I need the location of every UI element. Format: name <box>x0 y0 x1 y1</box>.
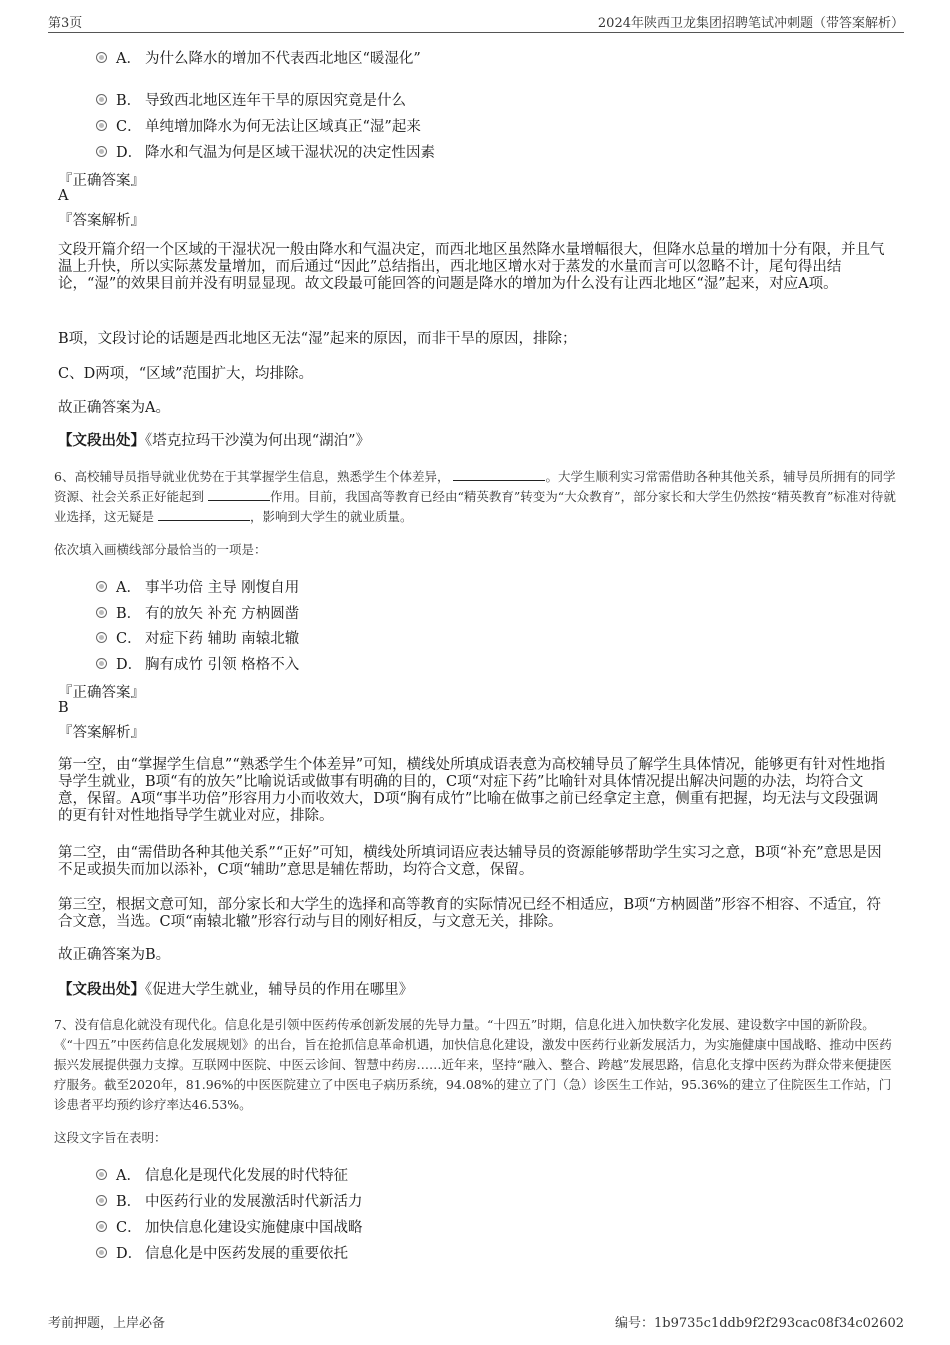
q5-answer: A <box>58 188 69 204</box>
q5-analysis-paragraph: 文段开篇介绍一个区域的干湿状况一般由降水和气温决定，而西北地区虽然降水量增幅很大，但降水总量的增加十分有限，并且气温上升快，所以实际蒸发量增加，而后通过“因此”总结指出，西北地区增水对于蒸发的水量而言可以忽略不计，尾句得出结论，“湿”的效果目前并没有明显显现。故文段最可能回答的问题是降水的增加为什么没有让西北地区“湿”起来，对应A项。 <box>58 242 885 292</box>
radio-icon[interactable] <box>96 146 107 157</box>
radio-icon[interactable] <box>96 1221 107 1232</box>
source-title: 《塔克拉玛干沙漠为何出现“湖泊”》 <box>145 433 371 449</box>
answer-blank <box>158 510 250 521</box>
page-footer <box>48 1312 904 1332</box>
q6-analysis-paragraph: 第三空，根据文意可知，部分家长和大学生的选择和高等教育的实际情况已经不相适应，B项“方枘圆凿”形容不相容、不适宜，符合文意，当选。C项“南辕北辙”形容行动与目的刚好相反，与文意无关，排除。 <box>58 897 881 930</box>
q6-answer-label: 『正确答案』 <box>58 685 145 701</box>
q6-analysis-paragraph: 故正确答案为B。 <box>58 947 171 963</box>
document-title: 2024年陕西卫龙集团招聘笔试冲刺题（带答案解析） <box>597 16 904 31</box>
q7-instruction: 这段文字旨在表明： <box>54 1130 167 1145</box>
q6-analysis-paragraph: 第二空，由“需借助各种其他关系”“正好”可知，横线处所填词语应表达辅导员的资源能够帮助学生实习之意，B项“补充”意思是因不足或损失而加以添补，C项“辅助”意思是辅佐帮助，均符合文意，保留。 <box>58 845 882 878</box>
radio-icon[interactable] <box>96 658 107 669</box>
q7-stem: 7、没有信息化就没有现代化。信息化是引领中医药传承创新发展的先导力量。“十四五”时期，信息化进入加快数字化发展、建设数字中国的新阶段。《“十四五”中医药信息化发展规划》的出台，旨在抢抓信息革命机遇，加快信息化建设，激发中医药行业新发展活力，为实施健康中国战略、推动中医药振兴发展提供强力支撑。互联网中医院、中医云诊间、智慧中药房……近年来，坚持“融入、整合、跨越”发展思路，信息化支撑中医药为群众带来便捷医疗服务。截至2020年，81.96%的中医医院建立了中医电子病历系统，94.08%的建立了门（急）诊医生工作站，95.36%的建立了住院医生工作站，门诊患者平均预约诊疗率达46.53%。 <box>54 1017 892 1112</box>
radio-icon[interactable] <box>96 1247 107 1258</box>
q5-analysis-label: 『答案解析』 <box>58 213 145 229</box>
document-code: 编号：1b9735c1ddb9f2f293cac08f34c02602 <box>614 1316 904 1331</box>
answer-blank <box>208 490 270 501</box>
q6-analysis-label: 『答案解析』 <box>58 725 145 741</box>
source-title: 《促进大学生就业，辅导员的作用在哪里》 <box>145 982 414 998</box>
q6-answer: B <box>58 700 69 716</box>
radio-icon[interactable] <box>96 607 107 618</box>
q5-analysis-paragraph: C、D两项，“区域”范围扩大，均排除。 <box>58 366 314 382</box>
radio-icon[interactable] <box>96 94 107 105</box>
radio-icon[interactable] <box>96 52 107 63</box>
q6-source <box>58 981 890 999</box>
q6-instruction: 依次填入画横线部分最恰当的一项是： <box>54 542 267 557</box>
q5-answer-label: 『正确答案』 <box>58 173 145 189</box>
source-label: 【文段出处】 <box>58 432 145 449</box>
footer-slogan: 考前押题，上岸必备 <box>48 1316 166 1331</box>
radio-icon[interactable] <box>96 581 107 592</box>
radio-icon[interactable] <box>96 1195 107 1206</box>
q6-analysis-paragraph: 第一空，由“掌握学生信息”“熟悉学生个体差异”可知，横线处所填成语表意为高校辅导员了解学生具体情况，能够更有针对性地指导学生就业，B项“有的放矢”比喻说话或做事有明确的目的，C项“对症下药”比喻针对具体情况提出解决问题的办法，均符合文意，保留。A项“事半功倍”形容用力小而收效大，D项“胸有成竹”比喻在做事之前已经拿定主意，侧重有把握，均无法与文段强调的更有针对性地指导学生就业对应，排除。 <box>58 757 886 824</box>
q6-stem: 6、高校辅导员指导就业优势在于其掌握学生信息，熟悉学生个体差异， 。大学生顺利实习常需借助各种其他关系，辅导员所拥有的同学资源、社会关系正好能起到 作用。目前，我国高等教育已经由“精英教育”转变为“大众教育”，部分家长和大学生仍然按“精英教育”标准对待就业选择，这无疑是 ，影响到大学生的就业质量。 <box>54 469 896 524</box>
page-number: 第3页 <box>48 16 83 31</box>
radio-icon[interactable] <box>96 1169 107 1180</box>
page-header <box>48 12 904 33</box>
source-label: 【文段出处】 <box>58 981 145 998</box>
radio-icon[interactable] <box>96 632 107 643</box>
q5-source <box>58 432 890 450</box>
radio-icon[interactable] <box>96 120 107 131</box>
q5-analysis-paragraph: 故正确答案为A。 <box>58 400 170 416</box>
answer-blank <box>453 470 545 481</box>
q5-analysis-paragraph: B项，文段讨论的话题是西北地区无法“湿”起来的原因，而非干旱的原因，排除； <box>58 331 577 347</box>
